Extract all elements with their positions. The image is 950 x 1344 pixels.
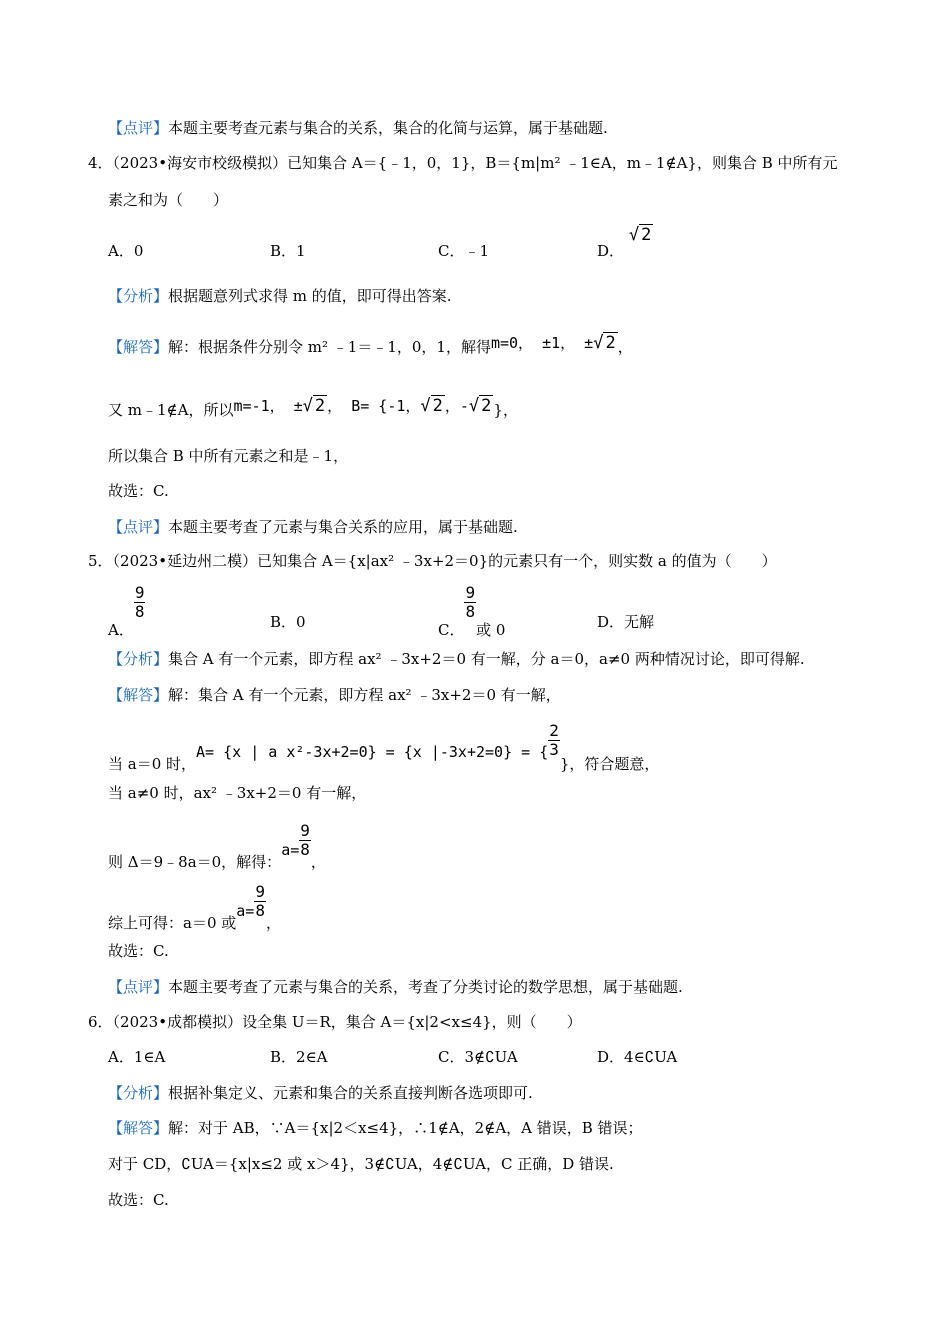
q4-stem-line2: 素之和为（ ）: [108, 191, 229, 209]
review-tag: 【点评】: [108, 978, 169, 996]
review-tag: 【点评】: [108, 119, 169, 137]
review-tag: 【点评】: [108, 518, 169, 536]
q5-answer-suffix2: }，符合题意，: [559, 754, 660, 773]
frac-numerator: 9: [134, 583, 145, 602]
q5-stem: 5．（2023•延边州二模）已知集合 A＝{x|ax² ﹣3x+2＝0}的元素只有一个，则实数 a 的值为（ ）: [88, 552, 777, 570]
frac-numerator: 9: [465, 583, 476, 602]
q4-stem-line1: 4．（2023•海安市校级模拟）已知集合 A＝{﹣1，0，1}，B＝{m|m² ﹣1∈A，m﹣1∉A}，则集合 B 中所有元: [88, 154, 838, 172]
frac-numerator: 9: [255, 882, 265, 901]
q4-option-c: C．﹣1: [438, 242, 490, 260]
q5-answer-line2: [108, 721, 660, 773]
sqrt-radicand: 2: [432, 396, 443, 416]
q4-answer-math1: m=0， ±1， ±: [490, 334, 594, 352]
sqrt-symbol: √ 2: [468, 396, 492, 416]
q5-option-c-suffix: 或 0: [476, 620, 506, 639]
q4-review-text: 本题主要考查了元素与集合关系的应用，属于基础题.: [168, 518, 518, 536]
q5-review-text: 本题主要考查了元素与集合的关系，考查了分类讨论的数学思想，属于基础题.: [168, 978, 683, 996]
answer-tag: 【解答】: [108, 686, 169, 704]
q6-option-a: A．1∈A: [108, 1048, 166, 1066]
q4-answer-line2: [108, 396, 518, 420]
review-line-prev: [108, 118, 608, 138]
sqrt-radicand: 2: [481, 396, 492, 416]
q5-option-a-label: A．: [108, 620, 134, 639]
q5-option-d: D．无解: [597, 613, 655, 631]
q5-option-a: [108, 583, 145, 639]
sqrt-radicand: 2: [605, 333, 616, 353]
q5-answer-line1: [108, 685, 561, 705]
q6-option-c: C．3∉∁UA: [438, 1048, 518, 1066]
answer-tag: 【解答】: [108, 338, 169, 356]
fraction: [299, 822, 311, 859]
q4-answer-line1: 【解答】解：根据条件分别令 m² ﹣1＝﹣1，0，1，解得m=0， ±1， ±√ 2 ，: [108, 333, 633, 356]
q6-analysis-line: [108, 1083, 533, 1103]
q5-answer-line6: 故选：C.: [108, 942, 169, 960]
frac-denominator: 8: [134, 602, 145, 621]
q6-stem: 6．（2023•成都模拟）设全集 U＝R，集合 A＝{x|2<x≤4}，则（ ）: [88, 1013, 582, 1031]
q4-answer-math2: m=-1， ±: [233, 397, 303, 415]
q5-answer-line5: 综上可得：a＝0 或a= $\frac{9}{8}$ ，: [108, 882, 281, 932]
q5-answer-math2: A= {x | a x²-3x+2=0} = {x |-3x+2=0} = {: [196, 742, 549, 761]
q6-answer-line1: [108, 1118, 643, 1138]
fraction: [254, 883, 266, 920]
fraction: [134, 584, 146, 621]
analysis-tag: 【分析】: [108, 287, 169, 305]
q4-analysis-text: 根据题意列式求得 m 的值，即可得出答案.: [168, 287, 452, 305]
sqrt-radicand: 2: [314, 396, 326, 416]
q5-option-c: [438, 583, 506, 639]
q4-answer-line4: 故选：C.: [108, 482, 169, 500]
q6-answer-line2: 对于 CD，∁UA＝{x|x≤2 或 x＞4}，3∉∁UA，4∉∁UA，C 正确，D 错误.: [108, 1155, 614, 1173]
q4-answer-line3: 所以集合 B 中所有元素之和是﹣1，: [108, 447, 349, 465]
q5-analysis-text: 集合 A 有一个元素，即方程 ax² ﹣3x+2＝0 有一解，分 a＝0，a≠0 两种情况讨论，即可得解.: [168, 650, 805, 668]
frac-denominator: 8: [255, 901, 265, 920]
analysis-tag: 【分析】: [108, 1084, 169, 1102]
sqrt-symbol: √ 2: [628, 225, 652, 245]
q5-review-line: [108, 977, 683, 997]
fraction: [548, 722, 560, 759]
frac-numerator: 2: [549, 721, 559, 740]
frac-denominator: 8: [300, 840, 310, 859]
q4-option-d: [597, 225, 653, 261]
fraction: [464, 584, 476, 621]
sqrt-radicand: 2: [641, 225, 652, 245]
q4-answer-math2b: ， B= {-1，: [327, 397, 421, 415]
q5-answer-text1: 解：集合 A 有一个元素，即方程 ax² ﹣3x+2＝0 有一解，: [168, 686, 561, 704]
q5-analysis-line: [108, 649, 805, 669]
frac-denominator: 8: [465, 602, 476, 621]
sqrt-symbol: √ 2: [302, 396, 326, 416]
q5-answer-line4: 则 Δ＝9﹣8a＝0，解得：a= $\frac{9}{8}$ ，: [108, 821, 326, 871]
q5-option-c-label: C．: [438, 620, 465, 639]
sqrt-symbol: √ 2: [593, 333, 616, 353]
answer-tag: 【解答】: [108, 1119, 169, 1137]
frac-denominator: 3: [549, 740, 559, 759]
q6-option-b: B．2∈A: [270, 1048, 328, 1066]
q4-option-a: A．0: [108, 242, 144, 260]
sqrt-symbol: √ 2: [420, 396, 443, 416]
q4-answer-end2: }，: [493, 401, 518, 419]
q5-answer-text2: 当 a＝0 时，: [108, 754, 197, 773]
q5-answer-math5: a=: [236, 901, 255, 920]
q4-analysis-line: [108, 286, 452, 306]
q6-answer-line3: 故选：C.: [108, 1191, 169, 1209]
q6-option-d: D．4∈∁UA: [597, 1048, 678, 1066]
q6-analysis-text: 根据补集定义、元素和集合的关系直接判断各选项即可.: [168, 1084, 533, 1102]
q4-answer-text2: 又 m﹣1∉A，所以: [108, 401, 234, 419]
q5-answer-text5: 综上可得：a＝0 或: [108, 913, 237, 932]
review-text: 本题主要考查元素与集合的关系，集合的化简与运算，属于基础题.: [168, 119, 608, 137]
q5-answer-math4: a=: [281, 840, 300, 859]
q6-answer-text1: 解：对于 AB，∵A＝{x|2＜x≤4}，∴1∉A，2∉A，A 错误，B 错误；: [168, 1119, 643, 1137]
q5-option-b: B．0: [270, 613, 306, 631]
frac-numerator: 9: [300, 821, 310, 840]
q5-answer-line3: 当 a≠0 时，ax² ﹣3x+2＝0 有一解，: [108, 784, 367, 802]
q4-option-b: B．1: [270, 242, 306, 260]
analysis-tag: 【分析】: [108, 650, 169, 668]
q4-option-d-label: D．: [597, 242, 625, 260]
q4-answer-math2c: ，-: [444, 397, 469, 415]
q5-answer-text4: 则 Δ＝9﹣8a＝0，解得：: [108, 852, 282, 871]
q4-answer-text1: 解：根据条件分别令 m² ﹣1＝﹣1，0，1，解得: [168, 338, 491, 356]
q4-review-line: [108, 517, 518, 537]
